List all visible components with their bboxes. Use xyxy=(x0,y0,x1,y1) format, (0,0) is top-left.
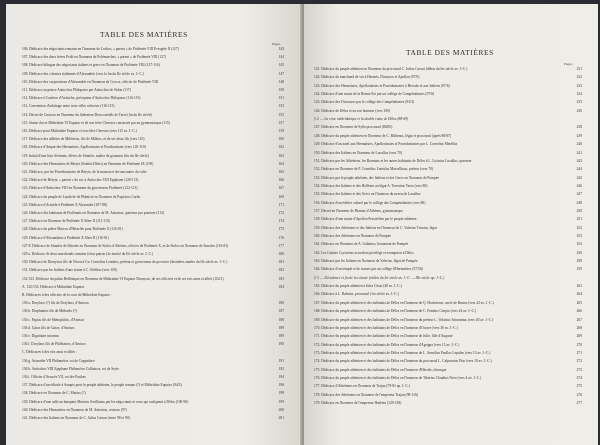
toc-entry-page: 265 xyxy=(576,300,582,305)
toc-entry-page: 189 xyxy=(278,334,284,338)
toc-entry-page: 151 xyxy=(278,96,284,101)
toc-entry xyxy=(314,75,582,80)
toc-entry xyxy=(314,351,582,356)
toc-entry xyxy=(22,137,284,142)
toc-entry-page: 148 xyxy=(278,79,284,84)
toc-entry xyxy=(22,203,284,208)
toc-entry-page: 246 xyxy=(576,183,582,188)
toc-entry xyxy=(22,219,284,224)
toc-entry xyxy=(22,47,284,52)
toc-entry-page: 191 xyxy=(278,358,284,363)
toc-entry-page: 162 xyxy=(278,145,284,150)
toc-entry xyxy=(314,301,582,306)
toc-entry-page: 268 xyxy=(576,325,582,330)
toc-entry-title: 169. Dédicace du peuple athénien et des habitants de Délos en l'honneur du préteur L. Volusius Saturninus (vers 40 av. J.-C.) xyxy=(314,317,494,322)
toc-entry-page: 243 xyxy=(576,158,582,163)
toc-entry xyxy=(22,195,284,200)
toc-entry-title: 111. Dédicace au prince Antiochos Philopator par Antiochos de Sidon (117) xyxy=(22,88,131,92)
toc-entry-title: 129. Dédicace d'Alexandrins à Ptolémée X Sôter II (116-81) xyxy=(22,235,109,240)
toc-entry xyxy=(314,142,582,147)
toc-entry-title: 163. Dédicace par les Italiens en l'honneur de Valerius, légat de Pompée xyxy=(314,259,418,264)
toc-entry-title: A. 132-133. Dédicace à Mithridate Eupator xyxy=(22,284,85,289)
toc-entry xyxy=(314,84,582,89)
toc-entry-title: 160. Dédicace des Athéniens en l'honneur de Pompée xyxy=(314,234,391,238)
toc-entry-page: 245 xyxy=(576,175,582,180)
toc-entry-title: 171. Dédicace du peuple athénien et des habitants de Délos en l'honneur de Julie, fille d'Auguste xyxy=(314,334,453,339)
toc-entry-title: 151. Dédicace par les Athéniens, les Romains et les autres habitants de Délos à L. Licinius Lucullus, questeur xyxy=(314,158,472,163)
toc-entry-title: 150. Dédicace des Italiens en l'honneur de Lucullus (vers 70) xyxy=(314,150,402,155)
toc-entry-title: 113. Convention d'arbitrage entre trois villes crétoises (116-115) xyxy=(22,104,115,109)
toc-entry-title: 122. Dédicace de Béryte, « parent » du roi, à Antiochos VIII Épiphane (120-113) xyxy=(22,178,139,183)
toc-entry xyxy=(314,67,582,72)
toc-entry-title: 127-8. Dédicace de Simalos de Sôtenès en l'honneur de Stolos d'Athènes, officier de Ptolémée X, et de Stolos en l'honneur de Simalos (116-81) xyxy=(22,243,229,248)
toc-entry-title: 136 d. Gaios fils de Gaios, d'Amisos xyxy=(22,325,75,330)
toc-entry-page: 241 xyxy=(576,150,582,155)
toc-entry-title: 114. Décret de Cnossos en l'honneur du littérateur Dioscouridès de Tarse (fin du IIe siècle) xyxy=(22,112,153,117)
toc-entry-title: 136 f. Dorylaos fils de Philétairos, d'Amisos xyxy=(22,342,86,347)
toc-entry-title: 176. Dédicace du peuple athénien et des habitants de Délos en l'honneur de Tiberius Claudius Nero (vers 4 av. J.-C.) xyxy=(314,375,482,380)
toc-entry xyxy=(22,186,284,191)
book-spread xyxy=(6,4,598,445)
toc-entry-title: 165. Dédicace du peuple athénien à Jules César (48 av. J.-C.) xyxy=(314,284,402,289)
toc-entry xyxy=(314,176,582,181)
toc-entry xyxy=(314,359,582,364)
toc-entry xyxy=(22,400,284,405)
toc-entry-title: 121. Dédicace, par les Poseidoniastes de Béryte, de la maison et du sanctuaire du culte xyxy=(22,170,147,174)
toc-entry xyxy=(314,309,582,314)
toc-entry-title: 179. Dédicace en l'honneur de l'empereur Hadrien (129-138) xyxy=(314,401,402,405)
toc-entry-title: 136 c. Papias fils de Ménophilos, d'Amisos xyxy=(22,317,85,322)
toc-entry-page: 194 xyxy=(278,375,284,379)
toc-entry-title: 117. Dédicace des athlètes de Milésiens, fils de Milétos, et de ses deux fils (vers 110) xyxy=(22,137,145,142)
toc-entry-page: 271 xyxy=(576,350,582,355)
toc-entry-page: 200 xyxy=(278,407,284,412)
toc-entry xyxy=(314,267,582,272)
toc-entry xyxy=(22,268,284,273)
toc-entry-page: 189 xyxy=(278,325,284,330)
toc-entry-title: 154. Dédicace des Italiens et des Hellènes au légat A. Terentius Varro (vers 80) xyxy=(314,183,428,188)
toc-entry-page: 275 xyxy=(576,384,582,389)
toc-entry-title: 156. Dédicace d'un édifice cultuel par le collège des Compétaliastes (vers 80) xyxy=(314,200,426,205)
toc-entry xyxy=(314,234,582,239)
toc-entry-title: 142. Dédicace du marchand de vin à Hermès, Dionysos et Apollon (97/6) xyxy=(314,75,420,80)
toc-entry-page: 196 xyxy=(278,383,284,388)
toc-entry xyxy=(314,217,582,222)
toc-entry-page: 163 xyxy=(278,153,284,158)
toc-entry xyxy=(22,88,284,93)
toc-entry-page: 176 xyxy=(278,235,284,240)
toc-entry xyxy=(22,72,284,77)
toc-entry xyxy=(314,192,582,197)
toc-entry xyxy=(22,416,284,421)
toc-entry xyxy=(314,284,582,289)
toc-entry-page: 256 xyxy=(576,250,582,255)
toc-entry-title: 145. Dédicace des Dioscures par le collège des Compétaliastes (94/3) xyxy=(314,100,414,105)
toc-entry-page: 184 xyxy=(278,284,284,289)
toc-entry xyxy=(22,244,284,249)
toc-entry-page: 164 xyxy=(278,161,284,166)
toc-entry-page: 270 xyxy=(576,342,582,347)
toc-entry-page: 258 xyxy=(576,259,582,264)
toc-entry-title: 136 i. Officier d'Arsacès VII, roi des Parthes xyxy=(22,375,86,379)
toc-entry-title: 138. Dédicace en l'honneur de C. Marius (?) xyxy=(22,391,86,396)
toc-entry xyxy=(22,326,284,331)
toc-entry-page: 233 xyxy=(576,83,582,88)
toc-entry xyxy=(314,109,582,114)
toc-entry-page: 160 xyxy=(278,137,284,142)
toc-entry-page: 253 xyxy=(576,234,582,238)
toc-entry-title: 118. Dédicace d'Ampar des Hermaïstes, Apolloniastes et Posidoniastes (vers 120-110) xyxy=(22,145,146,150)
toc-entry-page: 147 xyxy=(278,71,284,76)
toc-entry xyxy=(22,96,284,101)
toc-entry xyxy=(22,236,284,241)
toc-entry xyxy=(22,178,284,183)
toc-entry-page: 276 xyxy=(576,392,582,397)
toc-entry-page: 199 xyxy=(278,399,284,404)
toc-entry xyxy=(22,301,284,306)
toc-entry-title: 172. Dédicace du peuple athénien et des habitants de Délos en l'honneur d'Agrippa (vers 15 av. J.-C.) xyxy=(314,342,460,347)
toc-entry-page: 247 xyxy=(576,192,582,197)
toc-entry-page: 201 xyxy=(278,416,284,420)
toc-entry-page: 248 xyxy=(576,200,582,205)
toc-entry xyxy=(22,391,284,396)
toc-entry-page: 145 xyxy=(278,63,284,68)
toc-entry-page: 187 xyxy=(278,309,284,314)
toc-entry-page: 231 xyxy=(576,67,582,71)
toc-entry xyxy=(314,326,582,331)
toc-entry-title: 136 g. Ariarathe VII Philométor, roi de Cappadoce xyxy=(22,358,95,363)
toc-entry xyxy=(314,167,582,172)
toc-entry-title: 141. Dédicace du peuple athénien en l'honneur du proconsul C. Julius Caesar (début du Ier siècle av. J.-C.) xyxy=(314,67,468,71)
toc-entry-title: 170. Dédicace du peuple athénien et des habitants de Délos en l'honneur d'Octave (vers 30 av. J.-C.) xyxy=(314,325,458,330)
toc-entry-page: 250 xyxy=(576,208,582,213)
toc-entry-page: 144 xyxy=(278,55,284,60)
toc-entry-title: 139. Dédicace d'une salle au banquier Maraios Gerillanus par les négociants et ceux qui trafiquent à Délos (100-90) xyxy=(22,399,189,404)
toc-entry-page: 273 xyxy=(576,367,582,372)
toc-entry xyxy=(22,375,284,380)
toc-entry-title: 108. Dédicace bilingue des négociants italiens et grecs en l'honneur de Ptolémée VIII (127-116) xyxy=(22,63,160,68)
toc-entry-page: 232 xyxy=(576,75,582,80)
toc-entry xyxy=(22,121,284,126)
toc-entry-title: 106. Dédicace des négociants romains en l'honneur de Lochos, « parent » de Ptolémée VIII Évergète II (127) xyxy=(22,47,179,51)
toc-entry xyxy=(314,226,582,231)
toc-entry-title: 140. Dédicace des Hermaïstes en l'honneur de M. Antonius, censeur (97) xyxy=(22,407,127,412)
toc-entry xyxy=(314,209,582,214)
toc-entry xyxy=(314,393,582,398)
toc-entry xyxy=(22,367,284,372)
toc-entry-title: 137. Dédicace d'un édicule à Sarapis pour le peuple athénien, le peuple romain (?) et Mithridate Eupator (94/3) xyxy=(22,383,182,388)
toc-entry-page: 234 xyxy=(576,92,582,97)
toc-entry-page: 183 xyxy=(278,276,284,281)
toc-entry-title: 123. Dédicace d'Antiochos VIII en l'honneur du gouverneur Ptolémée (122-113) xyxy=(22,186,138,191)
toc-entry xyxy=(314,384,582,389)
toc-entry-page: 235 xyxy=(576,100,582,105)
toc-entry-title: 126. Dédicace des habitants de Ptolémaïs en l'honneur de M. Antonius, questeur pro praetore (113) xyxy=(22,211,165,215)
toc-entry xyxy=(314,318,582,323)
toc-entry-page: 251 xyxy=(576,217,582,222)
toc-entry-page: 274 xyxy=(576,375,582,380)
toc-entry-page: 239 xyxy=(576,133,582,138)
toc-entry-page: 165 xyxy=(278,170,284,174)
toc-entry xyxy=(22,260,284,265)
toc-entry-page: 150 xyxy=(278,88,284,92)
toc-entry-title: 147. Dédicace en l'honneur de Sylla proconsul (86/85) xyxy=(314,125,393,130)
toc-entry xyxy=(314,242,582,247)
toc-entry-title: 120. Dédicace des Hermaïstes de Béryte (Salatès Délos) en l'honneur de Ptolémée IX (109) xyxy=(22,161,154,166)
toc-entry-title: 161. Dédicace en l'honneur de A. Gabinius, lieutenant de Pompée xyxy=(314,242,409,247)
toc-entry-title: § 3. — Décadence et fin de la colonie (milieu du Ier siècle av. J.-C. — IIIe siècle ap. J.-C.) xyxy=(314,275,445,280)
toc-entry xyxy=(22,211,284,216)
toc-entry xyxy=(22,170,284,175)
toc-entry xyxy=(22,145,284,150)
toc-entry-page: 259 xyxy=(576,267,582,272)
toc-entry xyxy=(314,401,582,406)
toc-entry-title: 116. Dédicace pour Mithridate Eupator et son frère Chrestos (vers 115 av. J.-C.) xyxy=(22,129,137,133)
toc-entry-title: 146. Dédicace de Délos et en son honneur (vers 100) xyxy=(314,108,391,113)
toc-entry-title: 162. Les Galates Cyzicènes accordent privilège et exemption à Délos xyxy=(314,250,414,255)
toc-entry-title: 155. Dédicace des Italiens et des Grecs en l'honneur du neveu de Lucullus xyxy=(314,192,421,197)
toc-entry xyxy=(22,342,284,347)
toc-entry-page: 238 xyxy=(576,125,582,130)
toc-entry xyxy=(314,334,582,339)
toc-entry-page: 159 xyxy=(278,129,284,133)
toc-entry-page: 188 xyxy=(278,317,284,322)
toc-entry-page: 244 xyxy=(576,167,582,172)
toc-entry-title: 141. Dédicace des Italiens en l'honneur de C. Julius Caesar (entre 98 et 90) xyxy=(22,416,130,420)
toc-entry xyxy=(314,292,582,297)
toc-entry-title: 148. Dédicace du peuple athénien en l'honneur de C. Billienus, légat et proconsul (après 88/87) xyxy=(314,133,451,138)
toc-entry-title: 136 a. Dorylaos (?) fils de Dorylaos, d'Amisos xyxy=(22,301,89,306)
toc-entry xyxy=(314,100,582,105)
toc-entry xyxy=(22,252,284,257)
toc-entry xyxy=(22,154,284,159)
toc-entry-title: 128. Dédicace du prêtre Marcos d'Héraclée pour Ptolémée X (116-81) xyxy=(22,227,123,232)
right-page xyxy=(304,4,598,445)
toc-entry xyxy=(22,162,284,167)
toc-entry xyxy=(22,104,284,109)
toc-entry-page: 252 xyxy=(576,225,582,230)
toc-entry-title: 125. Dédicace d'Aristide à Ptolémée X Alexandre (107-88) xyxy=(22,202,107,207)
toc-entry-title: 112. Dédicace à Cratéros d'Antioche, précepteur d'Antiochos Philopator (116-115) xyxy=(22,96,141,101)
toc-entry-page: 190 xyxy=(278,342,284,347)
toc-entry-title: 115. Statue du roi Mithridate VI Eupator et de son frère Chrestos consacrée par un gymnasiarque (115) xyxy=(22,120,170,125)
toc-entry xyxy=(314,343,582,348)
toc-entry-title: 110. Dédicace des corporations d'Alexandrie en l'honneur de Crocos, officier de Ptolémée VIII xyxy=(22,79,159,84)
toc-entry-page: 272 xyxy=(576,359,582,364)
toc-entry-page: 254 xyxy=(576,242,582,247)
toc-entry-title: 136 h. Antiochos VIII Épiphane Philométor Callinicos, roi de Syrie xyxy=(22,366,119,371)
toc-entry xyxy=(314,376,582,381)
toc-entry xyxy=(314,117,582,122)
toc-entry-page: 182 xyxy=(278,268,284,273)
toc-entry-title: B. Dédicaces à des officiers de la cour de Mithridate Eupator : xyxy=(22,293,112,297)
toc-entry xyxy=(314,159,582,164)
toc-entry xyxy=(22,408,284,413)
toc-entry-title: 144. Dédicace d'une statue de la Bonne Foi par un collège de Compétaliastes (97/6) xyxy=(314,92,435,97)
toc-entry-title: § 2. — La crise mithridatique et la double ruine de Délos (88-69) xyxy=(314,117,409,122)
toc-entry-title: 136 b. Diophantos fils de Mitharès (?) xyxy=(22,309,77,314)
toc-entry-title: 130. Dédicace de Dionysios fils de Nicon à Cn. Cornelius Lentulus, préteur et gouverneur de province (dernières années du IIe siècle av. J.-C.) xyxy=(22,260,228,265)
toc-entry xyxy=(22,277,284,282)
toc-entry xyxy=(314,259,582,264)
toc-entry-page: 263 xyxy=(576,284,582,289)
toc-entry-page: 177 xyxy=(278,243,284,248)
toc-entry-title: C. Dédicaces à des rois amis et alliés : xyxy=(22,350,77,355)
right-page-title: TABLE DES MATIÈRES xyxy=(406,48,494,57)
toc-entry xyxy=(22,80,284,85)
toc-entry-title: 175. Dédicace du peuple athénien et des habitants de Délos en l'honneur d'Hérode, tétrarque xyxy=(314,367,447,372)
toc-entry-title: 149. Dédicace d'un autel aux Hermaïstes, Apolloniastes et Poseidoniastes par L. Cornelius Metellus xyxy=(314,142,458,147)
toc-entry xyxy=(314,151,582,156)
toc-entry-title: 159. Dédicace des Athéniens et des Italiens en l'honneur de C. Valerius Triarius, légat xyxy=(314,225,437,230)
toc-entry-page: 157 xyxy=(278,120,284,125)
toc-entry-title: 131. Dédicace par les Italiens d'une statue à C. Ofellius (vers 100) xyxy=(22,268,117,273)
toc-entry-page: 153 xyxy=(278,104,284,109)
toc-entry-page: 167 xyxy=(278,186,284,191)
toc-entry-title: 107. Dédicace des deux frères Pedii en l'honneur de Polémarches, « parent » de Ptolémée VIII (127) xyxy=(22,55,167,60)
toc-entry-page: 266 xyxy=(576,309,582,314)
toc-entry xyxy=(314,251,582,256)
toc-entry-title: 136 e. Dignitaire inconnu xyxy=(22,334,59,338)
toc-entry xyxy=(22,113,284,118)
toc-entry-title: 168. Dédicace du peuple athénien et des habitants de Délos en l'honneur de C. Fannius Caepio (vers 44 av. J.-C.) xyxy=(314,309,477,314)
toc-entry-page: 267 xyxy=(576,317,582,322)
toc-entry-page: 171 xyxy=(278,202,284,207)
toc-entry-title: 127. Dédicace en l'honneur de Ptolémée X Sôter II (111-110) xyxy=(22,219,110,224)
toc-entry-title: 177. Dédicace d'Athéniens en l'honneur de Trajan (79-81 ap. J.-C.) xyxy=(314,384,411,389)
toc-entry-page: 172 xyxy=(278,211,284,215)
left-pages-label: Pages. xyxy=(272,42,281,46)
toc-entry-page: 174 xyxy=(278,219,284,224)
toc-entry xyxy=(22,285,284,290)
toc-entry xyxy=(22,350,284,355)
toc-entry xyxy=(22,383,284,388)
toc-entry-title: 157. Décret en l'honneur de Phanias d'Athènes, gymnasiarque xyxy=(314,208,403,213)
toc-entry xyxy=(22,318,284,323)
toc-entry-title: 124. Dédicace du peuple de Laodicée de Phénicie en l'honneur de Papiricos Carbo xyxy=(22,194,141,199)
toc-entry-page: 186 xyxy=(278,301,284,306)
toc-entry-title: 109. Dédicace des colonies italiennes d'Alexandrie (vers la fin du IIe siècle av. J.-C.) xyxy=(22,71,144,76)
toc-entry xyxy=(22,55,284,60)
toc-entry-page: 277 xyxy=(576,401,582,405)
toc-entry-title: 152. Dédicace en l'honneur de P. Cornelius Lentulus Marcellinus, préteur (vers 70) xyxy=(314,167,434,172)
toc-entry-title: 158. Dédicace d'une statue d'Apollon Praxitélien par le peuple athénien xyxy=(314,217,417,222)
toc-entry-title: 129 a. Dédicace de deux marchands romains à leur patron (2e moitié du IIe siècle av. J.-C.) xyxy=(22,252,154,256)
toc-entry-page: 181 xyxy=(278,260,284,265)
toc-entry-title: 164. Dédicace d'un temple et de statues par un collège d'Hermaïstes (57/56) xyxy=(314,267,423,272)
toc-entry-page: 236 xyxy=(576,108,582,113)
toc-entry xyxy=(314,125,582,130)
toc-entry xyxy=(314,184,582,189)
toc-entry-page: 269 xyxy=(576,334,582,339)
toc-entry xyxy=(314,368,582,373)
toc-entry-page: 198 xyxy=(278,391,284,396)
toc-entry-title: 153. Dédicace par le peuple athénien, des Italiens et des Grecs en l'honneur de Pompée xyxy=(314,175,439,180)
toc-entry-page: 175 xyxy=(278,227,284,232)
toc-entry-title: 173. Dédicace du peuple athénien et des habitants de Délos en l'honneur de L. Aemilius Paullus Lepidus (vers 10 av. J.-C.) xyxy=(314,350,491,355)
toc-entry xyxy=(22,309,284,314)
toc-entry-title: 143. Dédicace des Hermaïstes, Apolloniastes et Poseidoniastes à Hercule et aux Italiens (97/6) xyxy=(314,83,450,88)
left-page xyxy=(6,4,302,445)
toc-entry-page: 155 xyxy=(278,112,284,117)
toc-entry-page: 169 xyxy=(278,194,284,199)
right-pages-label: Pages. xyxy=(564,62,573,66)
toc-entry-page: 240 xyxy=(576,142,582,147)
toc-entry xyxy=(22,129,284,134)
left-page-title: TABLE DES MATIÈRES xyxy=(100,30,188,39)
toc-entry-title: 167. Dédicace du peuple athénien et des habitants de Délos en l'honneur de Q. Hortensius, oncle de Brutus (vers 43 av. J.-C.) xyxy=(314,300,494,305)
toc-entry-page: 166 xyxy=(278,178,284,183)
toc-entry xyxy=(314,276,582,281)
toc-entry-title: 166. Dédicace à L. Babrius, proconsul (1er siècle av. J.-C.) xyxy=(314,292,399,297)
toc-entry xyxy=(314,201,582,206)
toc-entry xyxy=(22,293,284,298)
toc-entry xyxy=(22,334,284,339)
toc-entry-page: 264 xyxy=(576,292,582,297)
toc-entry-page: 180 xyxy=(278,252,284,256)
toc-entry-page: 192 xyxy=(278,366,284,371)
toc-entry xyxy=(314,92,582,97)
toc-entry xyxy=(314,134,582,139)
toc-entry-title: 132-133. Dédicace du palais Hellénique en l'honneur de Mithridate VI Eupator Dionysos, de ses officiers et de ses rois amis et alliés (102/1) xyxy=(22,276,224,281)
toc-entry-title: 119. Initial d'une liste d'enfants, élèves de Simétès, maître de gymnase (fin du IIe siècle) xyxy=(22,153,149,158)
toc-entry-title: 174. Dédicace du peuple athénien et des habitants de Délos en l'honneur du proconsul L. Calpurnius Piso (vers 10 av. J.-C.) xyxy=(314,359,492,364)
toc-entry xyxy=(22,359,284,364)
toc-entry-page: 143 xyxy=(278,47,284,51)
toc-entry xyxy=(22,227,284,232)
toc-entry-title: 178. Dédicace des Athéniens en l'honneur de l'empereur Trajan (98-116) xyxy=(314,392,418,397)
toc-entry xyxy=(22,63,284,68)
